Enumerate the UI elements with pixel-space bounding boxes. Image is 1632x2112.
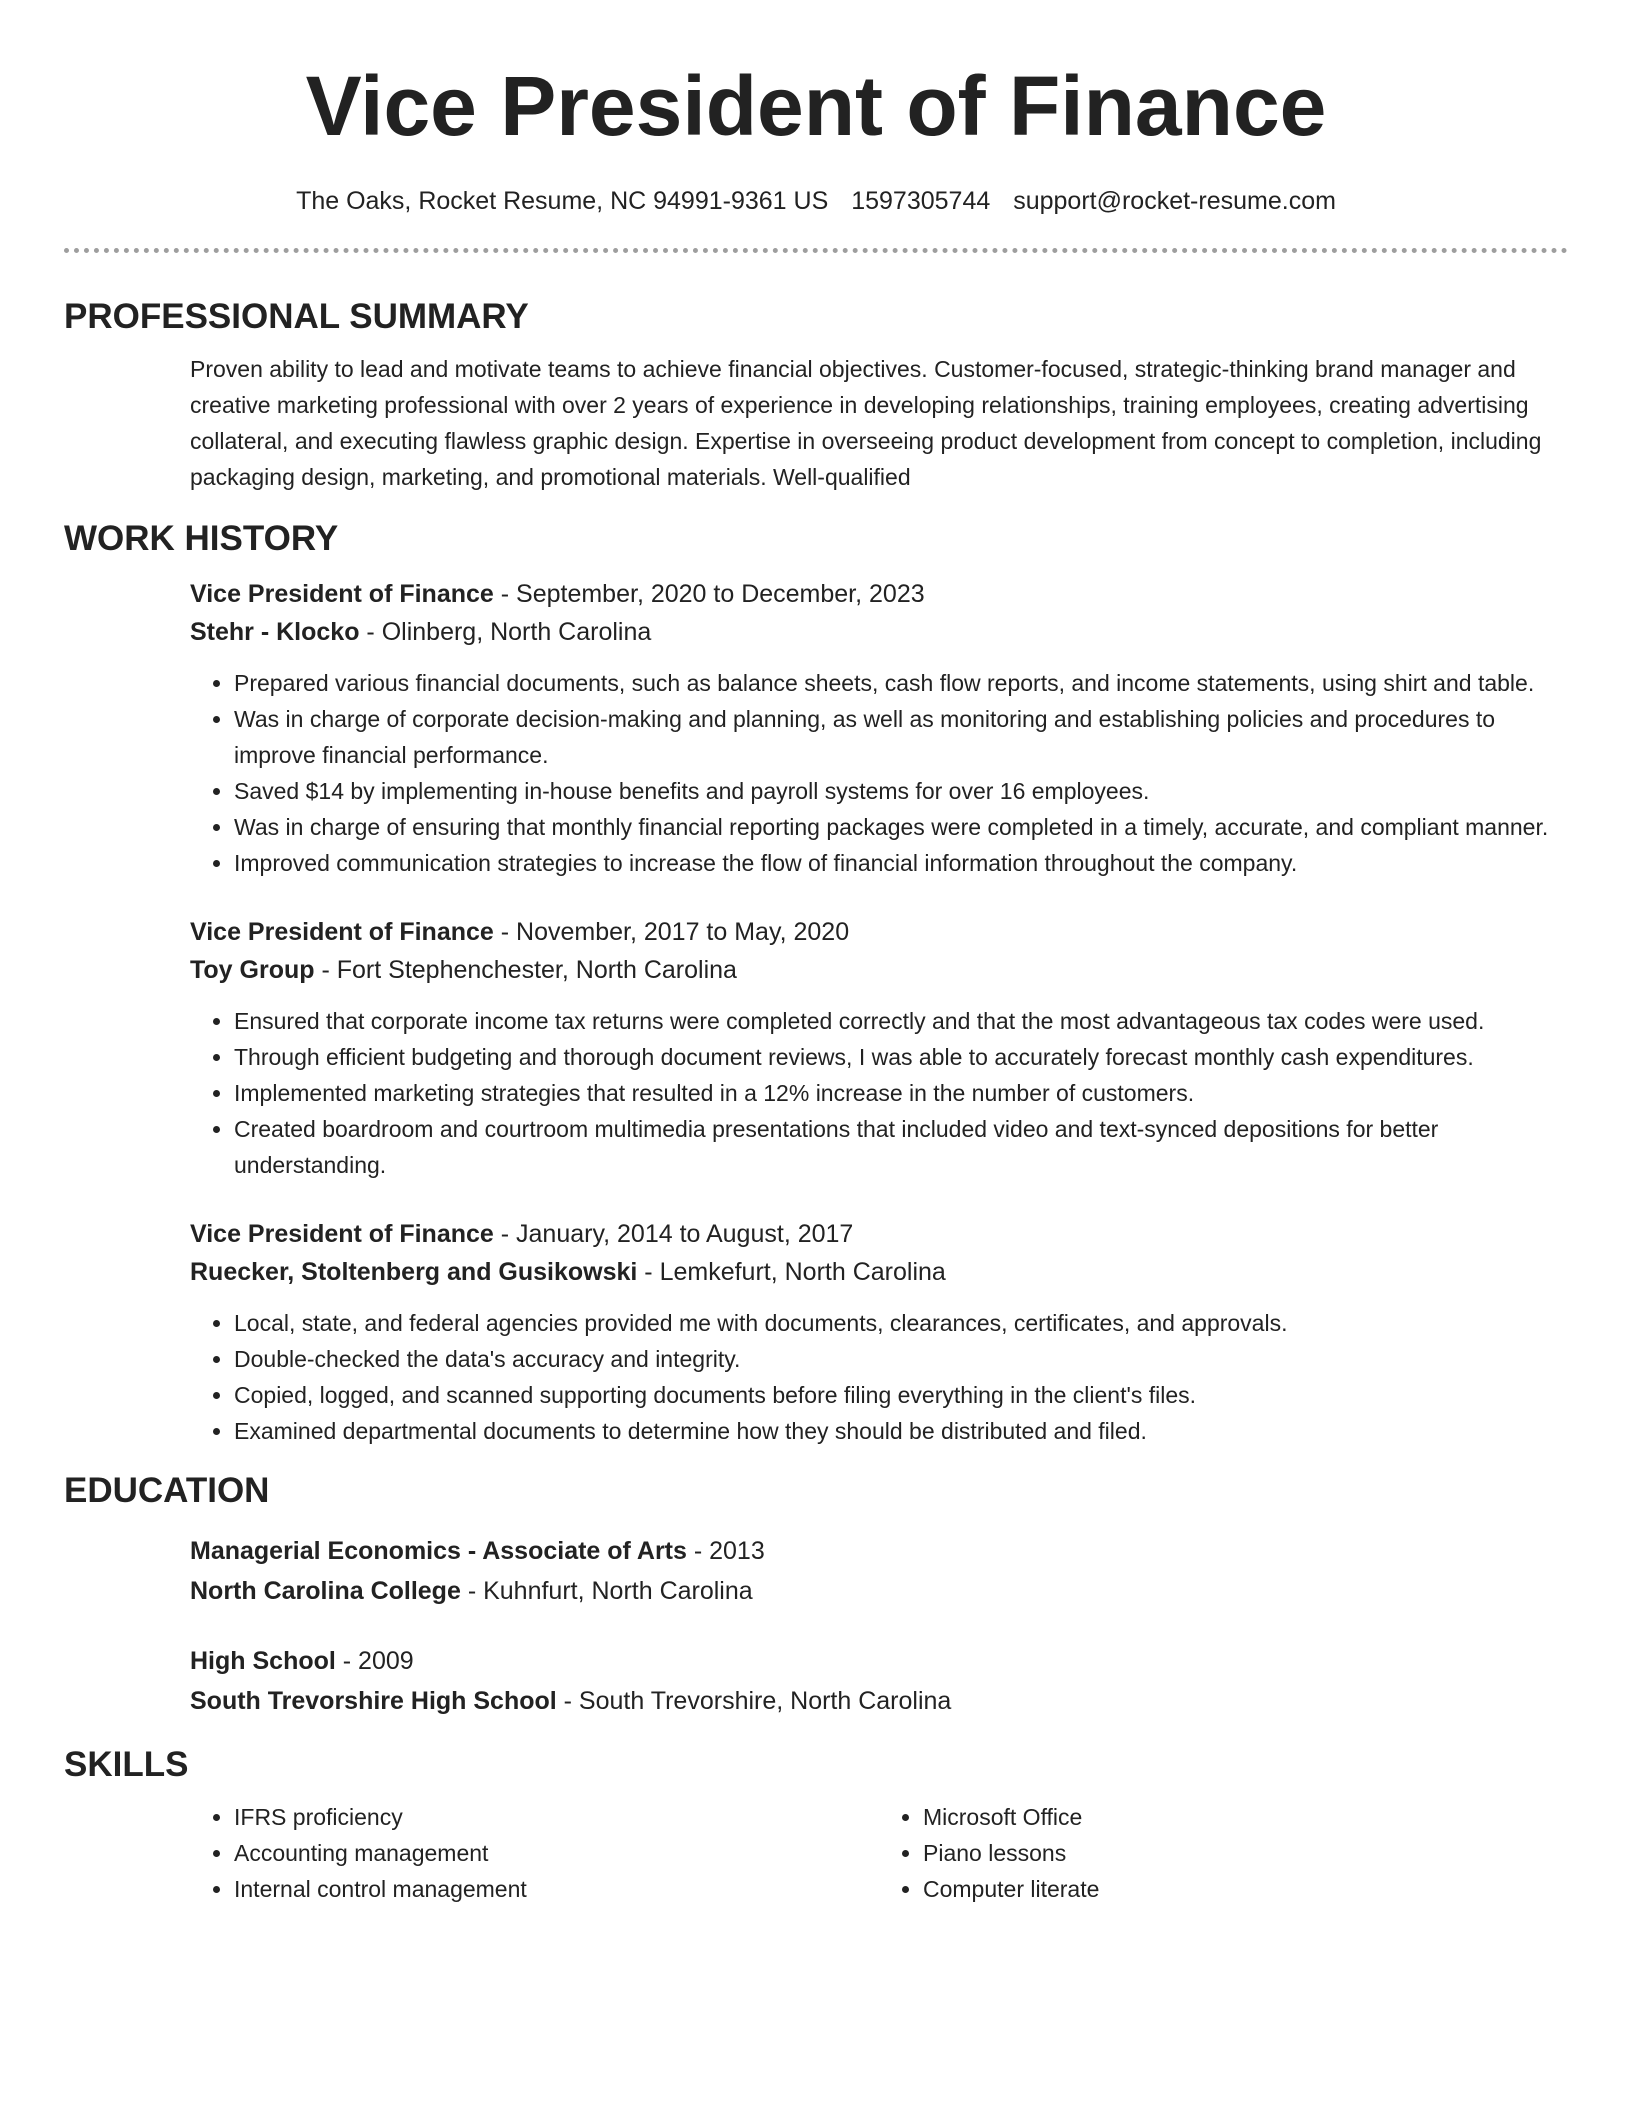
education-year: - 2013 xyxy=(686,1537,765,1565)
education-degree: High School xyxy=(190,1647,336,1675)
job-entry xyxy=(190,913,1568,1183)
job-bullet: • Prepared various financial documents, such as balance sheets, cash flow reports, and income statements, using shirt and table. xyxy=(234,665,1568,701)
job-company-line xyxy=(190,613,1568,651)
job-bullet: • Copied, logged, and scanned supporting documents before filing everything in the client's files. xyxy=(234,1377,1568,1413)
job-bullet: • Created boardroom and courtroom multimedia presentations that included video and text-synced depositions for better understanding. xyxy=(234,1111,1568,1183)
job-bullets xyxy=(190,1305,1568,1449)
resume-name: Vice President of Finance xyxy=(305,59,1327,153)
skill-item: • Microsoft Office xyxy=(923,1799,1568,1835)
contact-address: The Oaks, Rocket Resume, NC 94991-9361 US xyxy=(296,187,829,215)
skill-item: • Internal control management xyxy=(234,1871,879,1907)
skills-column-right xyxy=(879,1799,1568,1907)
job-title: Vice President of Finance xyxy=(190,1220,494,1248)
skill-item: • Piano lessons xyxy=(923,1835,1568,1871)
education-school-line xyxy=(190,1681,1568,1721)
contact-line xyxy=(64,184,1568,218)
job-dates: - September, 2020 to December, 2023 xyxy=(493,580,925,608)
skills-columns xyxy=(190,1799,1568,1907)
job-bullet: • Through efficient budgeting and thorough document reviews, I was able to accurately forecast monthly cash expenditures. xyxy=(234,1039,1568,1075)
education-year: - 2009 xyxy=(335,1647,414,1675)
job-bullet: • Improved communication strategies to increase the flow of financial information throughout the company. xyxy=(234,845,1568,881)
job-bullet: • Was in charge of ensuring that monthly financial reporting packages were completed in a timely, accurate, and compliant manner. xyxy=(234,809,1568,845)
work-section xyxy=(64,575,1568,1449)
job-location: - Lemkefurt, North Carolina xyxy=(637,1258,946,1286)
job-company: Stehr - Klocko xyxy=(190,618,360,646)
job-entry xyxy=(190,575,1568,881)
job-bullet: • Double-checked the data's accuracy and integrity. xyxy=(234,1341,1568,1377)
summary-text: Proven ability to lead and motivate teams to achieve financial objectives. Customer-focused, strategic-thinking brand manager and creative marketing professional with over 2 years of experience in developing relationships, training employees, creating advertising collateral, and executing flawless graphic design. Expertise in overseeing product development from concept to completion, including packaging design, marketing, and promotional materials. Well-qualified xyxy=(190,356,1542,490)
job-bullet: • Was in charge of corporate decision-making and planning, as well as monitoring and establishing policies and procedures to improve financial performance. xyxy=(234,701,1568,773)
job-bullets xyxy=(190,665,1568,881)
job-company: Ruecker, Stoltenberg and Gusikowski xyxy=(190,1258,638,1286)
job-title-line xyxy=(190,575,1568,613)
skills-section xyxy=(64,1799,1568,1907)
job-location: - Fort Stephenchester, North Carolina xyxy=(314,956,737,984)
education-location: - South Trevorshire, North Carolina xyxy=(556,1687,952,1715)
job-title: Vice President of Finance xyxy=(190,918,494,946)
skill-item: • Computer literate xyxy=(923,1871,1568,1907)
job-dates: - November, 2017 to May, 2020 xyxy=(493,918,850,946)
education-degree-line xyxy=(190,1641,1568,1681)
skills-column-left xyxy=(190,1799,879,1907)
skills-section-title: SKILLS xyxy=(64,1745,189,1784)
education-school: South Trevorshire High School xyxy=(190,1687,557,1715)
education-school-line xyxy=(190,1571,1568,1611)
education-section xyxy=(64,1531,1568,1721)
job-dates: - January, 2014 to August, 2017 xyxy=(493,1220,854,1248)
job-bullet: • Ensured that corporate income tax returns were completed correctly and that the most advantageous tax codes were used. xyxy=(234,1003,1568,1039)
education-location: - Kuhnfurt, North Carolina xyxy=(460,1577,753,1605)
skill-item: • Accounting management xyxy=(234,1835,879,1871)
job-entry xyxy=(190,1215,1568,1449)
skill-item: • IFRS proficiency xyxy=(234,1799,879,1835)
education-section-title: EDUCATION xyxy=(64,1471,270,1510)
job-company-line xyxy=(190,951,1568,989)
work-section-title: WORK HISTORY xyxy=(64,519,339,558)
job-location: - Olinberg, North Carolina xyxy=(359,618,652,646)
education-entry xyxy=(190,1641,1568,1721)
summary-section xyxy=(64,351,1568,495)
header-divider xyxy=(64,248,1568,253)
education-entry xyxy=(190,1531,1568,1611)
job-bullet: • Examined departmental documents to determine how they should be distributed and filed. xyxy=(234,1413,1568,1449)
job-bullet: • Implemented marketing strategies that resulted in a 12% increase in the number of customers. xyxy=(234,1075,1568,1111)
job-title-line xyxy=(190,1215,1568,1253)
summary-section-title: PROFESSIONAL SUMMARY xyxy=(64,297,529,336)
job-bullet: • Local, state, and federal agencies provided me with documents, clearances, certificates, and approvals. xyxy=(234,1305,1568,1341)
education-school: North Carolina College xyxy=(190,1577,461,1605)
job-company-line xyxy=(190,1253,1568,1291)
education-degree-line xyxy=(190,1531,1568,1571)
contact-phone: 1597305744 xyxy=(851,187,991,215)
job-bullet: • Saved $14 by implementing in-house benefits and payroll systems for over 16 employees. xyxy=(234,773,1568,809)
job-title-line xyxy=(190,913,1568,951)
education-degree: Managerial Economics - Associate of Arts xyxy=(190,1537,687,1565)
job-bullets xyxy=(190,1003,1568,1183)
job-title: Vice President of Finance xyxy=(190,580,494,608)
job-company: Toy Group xyxy=(190,956,315,984)
contact-email: support@rocket-resume.com xyxy=(1013,187,1336,215)
